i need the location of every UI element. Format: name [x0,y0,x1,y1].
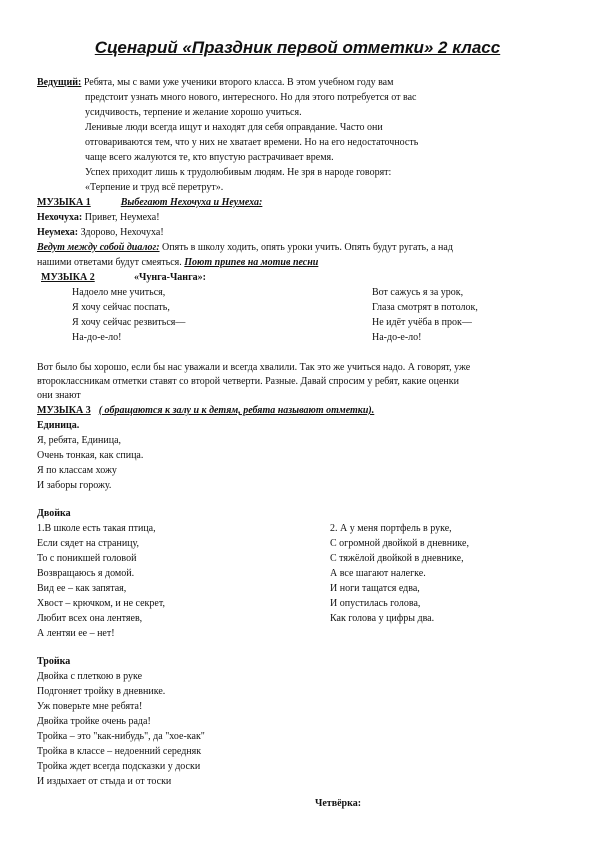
speaker-label: Нехочуха: [37,212,83,223]
paragraph-line: второклассникам отметки ставят со второй четверти. Разные. Давай спросим у ребят, какие оценки [37,376,459,387]
dialog-note-line-2 [37,256,318,269]
stage-direction: Ведут между собой диалог: [37,242,160,253]
poem-line: И опустилась голова, [330,598,421,609]
intro-first-line [37,76,393,89]
poem-line: Двойка с плеткою в руке [37,671,143,682]
poem-line: И ноги тащатся едва, [330,583,420,594]
intro-line: Успех приходит лишь к трудолюбивым людям. Не зря в народе говорят: [85,167,392,178]
poem-line: И издыхает от стыда и от тоски [37,776,172,787]
intro-text: Ребята, мы с вами уже ученики второго класса. В этом учебном году вам [81,77,394,88]
poem-line: Тройка – это "как-нибудь", да "хое-как" [37,731,205,742]
song-line: Надоело мне учиться, [72,287,166,298]
intro-line: Ленивые люди всегда ищут и находят для себя оправдание. Часто они [85,122,383,133]
poem-line: Тройка в классе – недоенний середняк [37,746,202,757]
section-heading: Единица. [37,420,80,431]
poem-line: Любит всех она лентяев, [37,613,143,624]
song-title: «Чунга-Чанга»: [134,272,206,283]
poem-line: То с поникшей головой [37,553,137,564]
section-heading: Двойка [37,508,71,519]
song-line: На-до-е-ло! [372,332,422,343]
intro-line: отговариваются тем, что у них не хватает времени. Но на его недостаточность [85,137,419,148]
poem-line: А лентяи ее – нет! [37,628,115,639]
music-label: МУЗЫКА 2 [41,272,95,283]
dialog-line [37,226,164,239]
speaker-label: Неумеха: [37,227,79,238]
music-3-line [37,404,374,417]
poem-line: Я по классам хожу [37,465,117,476]
music-label: МУЗЫКА 3 [37,405,91,416]
music-2-line [41,271,95,284]
page-title: Сценарий «Праздник первой отметки» 2 класс [94,38,501,57]
poem-line: С огромной двойкой в дневнике, [330,538,469,549]
poem-line: Если сядет на страницу, [37,538,140,549]
poem-line: Вид ее – как запятая, [37,583,127,594]
dialog-note-text: Опять в школу ходить, опять уроки учить. Опять будут ругать, а над [159,242,453,253]
music-1-line [37,196,262,209]
song-line: Я хочу сейчас поспать, [72,302,170,313]
paragraph-line: Вот было бы хорошо, если бы нас уважали и всегда хвалили. Так это же учиться надо. А говорят, уже [37,362,471,373]
music-label: МУЗЫКА 1 [37,197,91,208]
stage-direction: Поют припев на мотив песни [184,257,319,268]
dialog-line [37,211,160,224]
poem-line: Уж поверьте мне ребята! [37,701,143,712]
poem-line: Хвост – крючком, и не секрет, [37,598,165,609]
poem-line: 1.В школе есть такая птица, [37,523,156,534]
dialog-note-line [37,241,453,254]
song-line: Вот сажусь я за урок, [372,287,464,298]
poem-line: Как голова у цифры два. [330,613,435,624]
poem-line: А все шагают налегке. [330,568,426,579]
dialog-text: Привет, Неумеха! [82,212,160,223]
paragraph-line: они знают [37,390,81,401]
poem-line: Двойка тройке очень рада! [37,716,151,727]
song-line: Не идёт учёба в прок— [372,317,472,328]
speaker-label: Ведущий: [37,77,82,88]
intro-line: усидчивость, терпение и желание хорошо учиться. [85,107,302,118]
poem-line: 2. А у меня портфель в руке, [330,523,452,534]
song-line: Я хочу сейчас резвиться— [72,317,186,328]
poem-line: Подгоняет тройку в дневнике. [37,686,166,697]
section-heading: Тройка [37,656,71,667]
poem-line: Тройка ждет всегда подсказки у доски [37,761,201,772]
stage-direction: Выбегают Нехочуха и Неумеха: [120,197,263,208]
intro-line: предстоит узнать много нового, интересного. Но для этого потребуется от вас [85,92,417,103]
poem-line: Очень тонкая, как спица. [37,450,144,461]
section-heading: Четвёрка: [315,798,362,809]
poem-line: С тяжёлой двойкой в дневнике, [330,553,464,564]
song-line: Глаза смотрят в потолок, [372,302,478,313]
intro-line: «Терпение и труд всё перетрут». [85,182,224,193]
song-line: На-до-е-ло! [72,332,122,343]
poem-line: Я, ребята, Единица, [37,435,122,446]
intro-line: чаще всего жалуются те, кто впустую растрачивает время. [85,152,334,163]
poem-line: Возвращаюсь я домой. [37,568,135,579]
stage-direction: ( обращаются к залу и к детям, ребята называют отметки). [98,405,375,416]
dialog-text: Здорово, Нехочуха! [78,227,164,238]
poem-line: И заборы горожу. [37,480,112,491]
dialog-note-text: нашими ответами будут смеяться. [37,257,185,268]
